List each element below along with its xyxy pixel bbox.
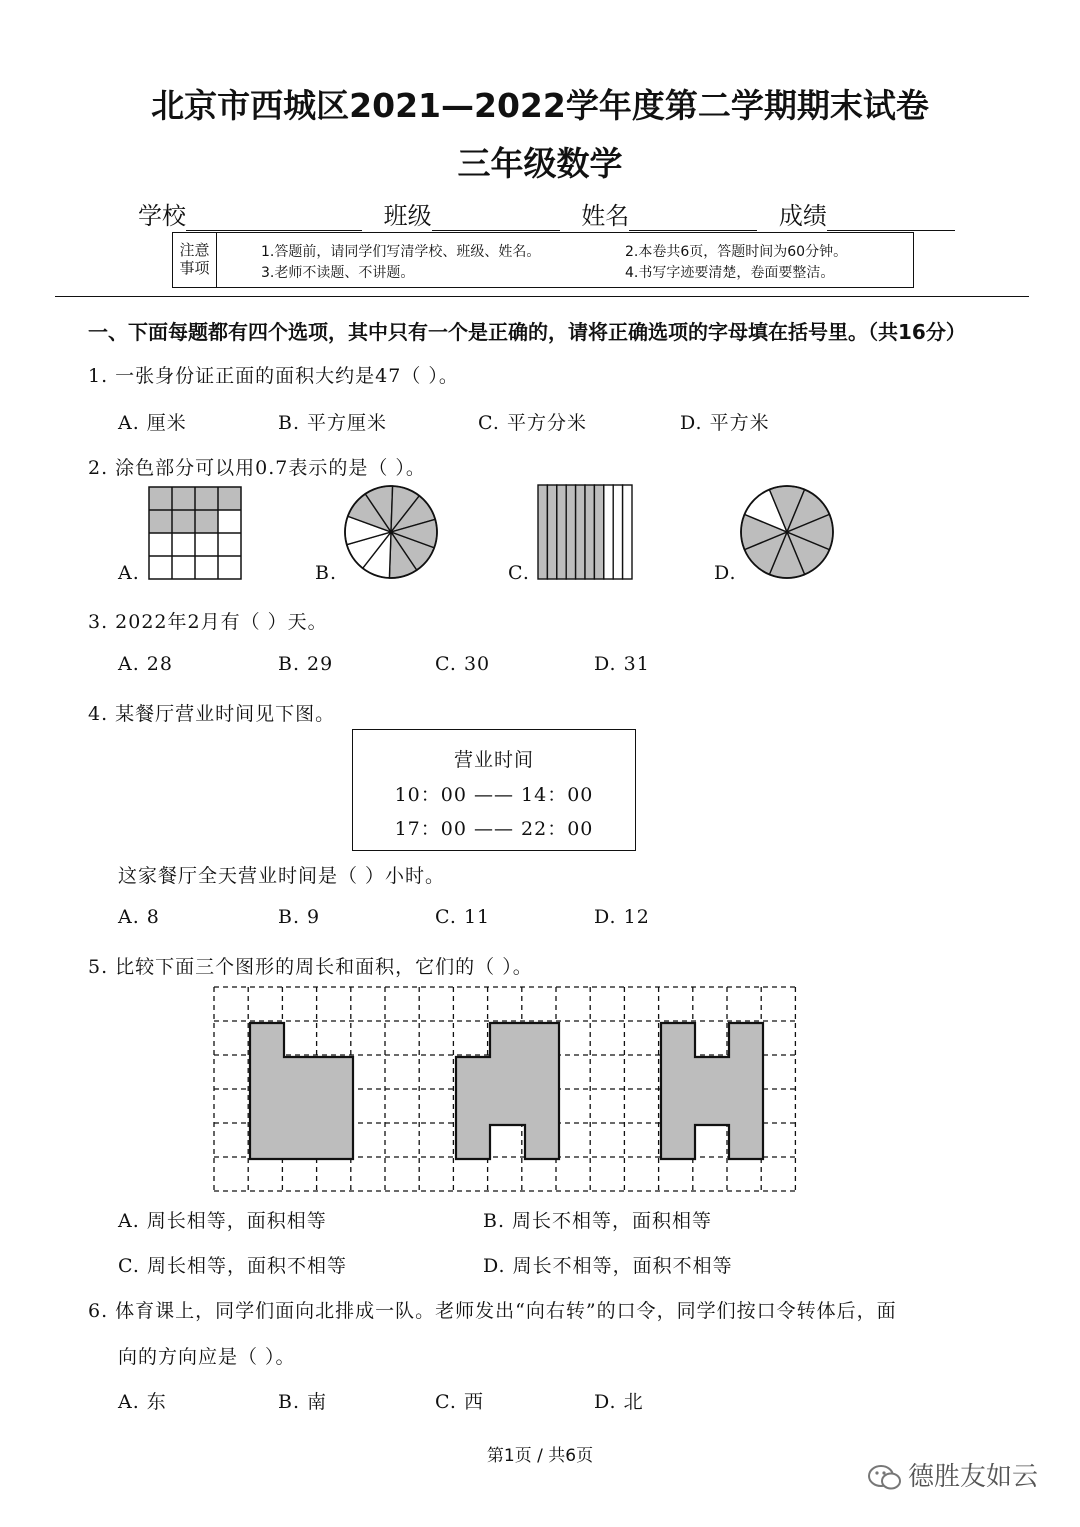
strip — [613, 485, 622, 579]
q6-option-b[interactable]: B. 南 — [278, 1391, 328, 1413]
q5-option-a[interactable]: A. 周长相等，面积相等 — [118, 1210, 327, 1232]
q1-option-d[interactable]: D. 平方米 — [680, 412, 770, 434]
student-info-row — [138, 196, 969, 231]
q5-shapes-grid — [214, 987, 828, 1195]
q4-option-b[interactable]: B. 9 — [278, 906, 321, 928]
q3-option-b[interactable]: B. 29 — [278, 653, 334, 675]
watermark — [868, 1456, 1038, 1493]
hours-title: 营业时间 — [453, 749, 534, 771]
q2-figure-d-circle — [739, 484, 835, 580]
q2-figure-b-circle — [343, 484, 439, 580]
hours-row-2: 17：00 —— 22：00 — [394, 818, 594, 840]
q5-option-b[interactable]: B. 周长不相等，面积相等 — [483, 1210, 713, 1232]
q6-option-d[interactable]: D. 北 — [594, 1391, 644, 1413]
notice-item-3: 3.老师不读题、不讲题。 — [261, 265, 415, 281]
question-6-stem: 6. 体育课上，同学们面向北排成一队。老师发出“向右转”的口令，同学们按口令转体后，面 — [88, 1300, 897, 1322]
q3-option-d[interactable]: D. 31 — [594, 653, 650, 675]
q1-option-c[interactable]: C. 平方分米 — [478, 412, 587, 434]
q3-option-c[interactable]: C. 30 — [435, 653, 491, 675]
score-label: 成绩 — [778, 202, 827, 230]
q1-option-b[interactable]: B. 平方厘米 — [278, 412, 388, 434]
q1-option-a[interactable]: A. 厘米 — [118, 412, 187, 434]
notice-label — [173, 233, 217, 287]
school-blank[interactable] — [186, 206, 362, 231]
q6-option-a[interactable]: A. 东 — [118, 1391, 167, 1413]
exam-title: 北京市西城区2021—2022学年度第二学期期末试卷 — [151, 86, 929, 125]
q2-option-b[interactable]: B. — [315, 562, 338, 584]
question-4-sub: 这家餐厅全天营业时间是（ ）小时。 — [118, 865, 446, 887]
q2-option-c[interactable]: C. — [508, 562, 530, 584]
question-5-stem: 5. 比较下面三个图形的周长和面积，它们的（ ）。 — [88, 956, 533, 978]
q4-option-a[interactable]: A. 8 — [118, 906, 160, 928]
watermark-text: 德胜友如云 — [908, 1462, 1039, 1492]
q2-option-a[interactable]: A. — [118, 562, 140, 584]
q2-figure-c-strips — [538, 485, 634, 581]
notice-label-line2: 事项 — [179, 259, 210, 277]
q3-option-a[interactable]: A. 28 — [118, 653, 173, 675]
name-blank[interactable] — [629, 206, 757, 231]
notice-item-1: 1.答题前，请同学们写清学校、班级、姓名。 — [261, 244, 541, 260]
question-2-stem: 2. 涂色部分可以用0.7表示的是（ ）。 — [88, 457, 426, 479]
q4-option-d[interactable]: D. 12 — [594, 906, 650, 928]
wechat-icon — [868, 1464, 902, 1492]
strip — [547, 485, 556, 579]
strip — [557, 485, 566, 579]
school-label: 学校 — [138, 202, 186, 230]
class-label: 班级 — [383, 202, 432, 230]
notice-item-4: 4.书写字迹要清楚，卷面要整洁。 — [625, 265, 835, 281]
hours-row-1: 10：00 —— 14：00 — [394, 784, 594, 806]
notice-item-2: 2.本卷共6页，答题时间为60分钟。 — [625, 244, 848, 260]
q2-figure-a-grid — [149, 487, 243, 581]
score-blank[interactable] — [827, 206, 955, 231]
header-divider — [55, 296, 1029, 297]
q5-option-d[interactable]: D. 周长不相等，面积不相等 — [483, 1255, 733, 1277]
notice-box — [172, 232, 914, 288]
business-hours-box — [352, 729, 636, 851]
strip — [566, 485, 575, 579]
q6-option-c[interactable]: C. 西 — [435, 1391, 484, 1413]
notice-label-line1: 注意 — [179, 241, 210, 259]
question-6-stem-cont: 向的方向应是（ ）。 — [118, 1346, 296, 1368]
question-4-stem: 4. 某餐厅营业时间见下图。 — [88, 703, 336, 725]
class-blank[interactable] — [432, 206, 560, 231]
section-heading: 一、下面每题都有四个选项，其中只有一个是正确的，请将正确选项的字母填在括号里。（共16分） — [88, 320, 966, 344]
strip — [576, 485, 585, 579]
q5-option-c[interactable]: C. 周长相等，面积不相等 — [118, 1255, 347, 1277]
q2-option-d[interactable]: D. — [714, 562, 737, 584]
strip — [604, 485, 613, 579]
strip — [623, 485, 632, 579]
strip — [585, 485, 594, 579]
strip — [594, 485, 603, 579]
q4-option-c[interactable]: C. 11 — [435, 906, 491, 928]
question-1-stem: 1. 一张身份证正面的面积大约是47（ ）。 — [88, 365, 459, 387]
question-3-stem: 3. 2022年2月有（ ）天。 — [88, 611, 328, 633]
exam-subject: 三年级数学 — [457, 144, 623, 183]
strip — [538, 485, 547, 579]
page-footer: 第1页 / 共6页 — [486, 1446, 594, 1466]
name-label: 姓名 — [581, 202, 630, 230]
